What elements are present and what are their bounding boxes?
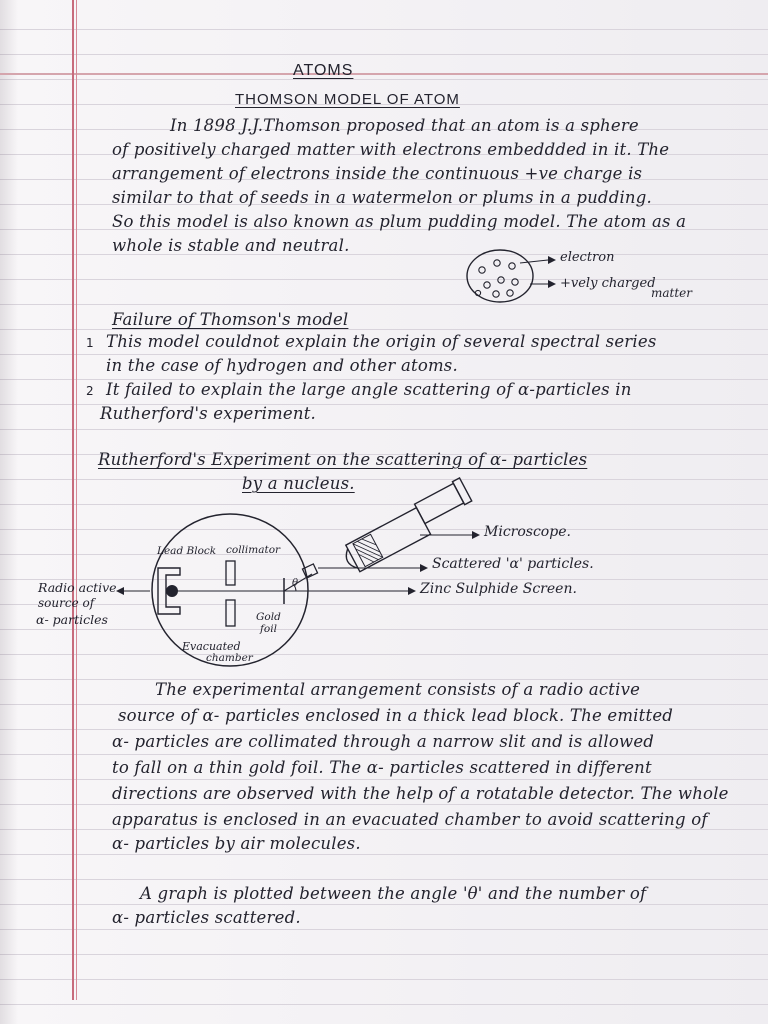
rutherford-heading-line1: Rutherford's Experiment on the scattering of α- particles [98,450,588,469]
failure-item-1-line-2: in the case of hydrogen and other atoms. [106,356,458,375]
failure-item-2-line-2: Rutherford's experiment. [100,404,316,423]
experiment-line-5: directions are observed with the help of a rotatable detector. The whole [112,784,729,803]
experiment-line-7: α- particles by air molecules. [112,834,361,853]
matter-label-line1: +vely charged [560,276,656,291]
microscope-arrowhead [472,531,480,539]
experiment-line-6: apparatus is enclosed in an evacuated chamber to avoid scattering of [112,810,708,829]
chamber-label-line2: chamber [206,652,253,664]
gold-foil-label-line2: foil [260,623,277,635]
failure-item-2-line-1: It failed to explain the large angle scattering of α-particles in [106,380,632,399]
failure-item-1-number: 1 [86,336,94,350]
graph-line-2: α- particles scattered. [112,908,301,927]
experiment-line-3: α- particles are collimated through a narrow slit and is allowed [112,732,655,751]
radioactive-source [166,585,178,597]
experiment-line-4: to fall on a thin gold foil. The α- particles scattered in different [112,758,652,777]
collimator-bottom [226,600,235,626]
page-subtitle: THOMSON MODEL OF ATOM [235,91,460,108]
thomson-line-3: arrangement of electrons inside the continuous +ve charge is [112,164,643,183]
theta-label: θ [292,578,299,589]
thomson-line-6: whole is stable and neutral. [112,236,350,255]
scattered-arrowhead [420,564,428,572]
microscope-label: Microscope. [484,524,571,540]
source-arrowhead [116,587,124,595]
screen-arrowhead [408,587,416,595]
experiment-line-2: source of α- particles enclosed in a thick lead block. The emitted [118,706,674,725]
matter-label-line2: matter [651,286,693,300]
scattered-label: Scattered 'α' particles. [432,556,594,572]
gold-foil-label-line1: Gold [256,611,281,623]
experiment-line-1: The experimental arrangement consists of a radio active [155,680,641,699]
failure-item-1-line-1: This model couldnot explain the origin of several spectral series [106,332,657,351]
thomson-line-1: In 1898 J.J.Thomson proposed that an atom is a sphere [170,116,639,135]
electron-label: electron [560,250,615,265]
thomson-line-5: So this model is also known as plum pudding model. The atom as a [112,212,687,231]
thomson-line-2: of positively charged matter with electrons embeddded in it. The [112,140,670,159]
collimator-top [226,561,235,585]
chamber-label-line1: Evacuated [182,640,241,653]
lead-block-label: Lead Block [157,545,217,557]
graph-line-1: A graph is plotted between the angle 'θ' and the number of [140,884,647,903]
collimator-label: collimator [226,544,281,556]
source-label-line3: α- particles [36,612,108,627]
screen-label: Zinc Sulphide Screen. [420,581,577,597]
failure-heading: Failure of Thomson's model [112,310,349,329]
rutherford-heading-line2: by a nucleus. [242,474,355,493]
failure-item-2-number: 2 [86,384,94,398]
source-label-line1: Radio active [38,580,117,595]
thomson-line-4: similar to that of seeds in a watermelon or plums in a pudding. [112,188,652,207]
page-title: ATOMS [293,62,354,79]
source-label-line2: source of [38,596,95,610]
